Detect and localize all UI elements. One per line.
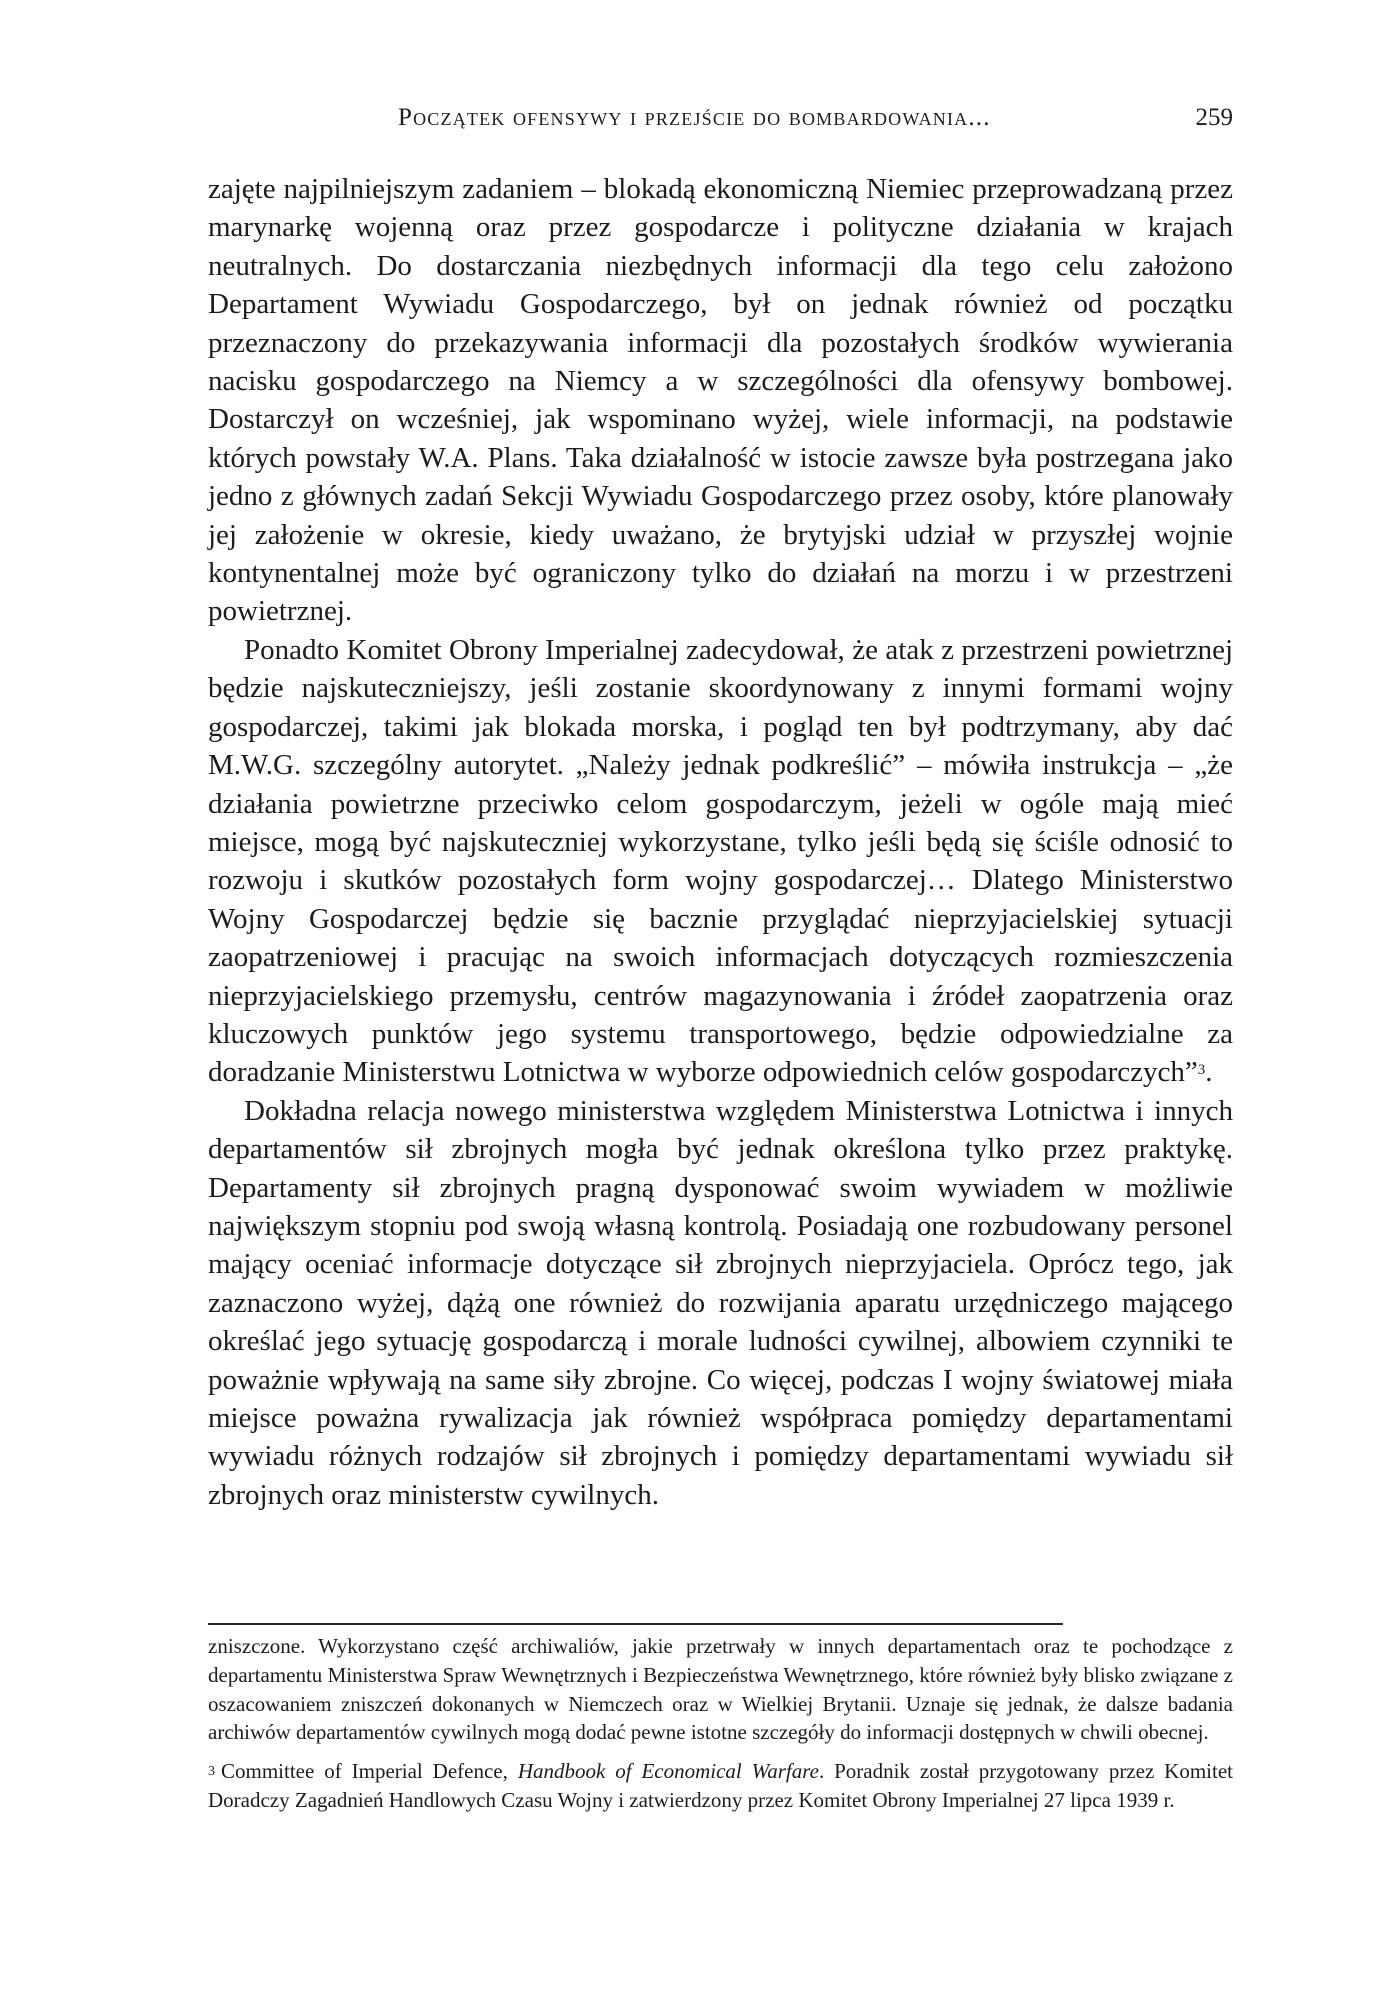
running-title: Początek ofensywy i przejście do bombardowania... — [398, 104, 991, 131]
body-text — [208, 170, 1233, 1514]
footnote-continued: zniszczone. Wykorzystano część archiwaliów, jakie przetrwały w innych departamentach oraz te pochodzące z departamentu Ministerstwa Spraw Wewnętrznych i Bezpieczeństwa Wewnętrznego, które również były blisko związane z oszacowaniem zniszczeń dokonanych w Niemczech oraz w Wielkiej Brytanii. Uznaje się jednak, że dalsze badania archiwów departamentów cywilnych mogą dodać pewne istotne szczegóły do informacji dostępnych w chwili obecnej. — [208, 1634, 1233, 1745]
running-head — [208, 104, 1233, 138]
footnote-ref-3: 3 — [1197, 1062, 1206, 1079]
footnote-3 — [208, 1757, 1233, 1815]
paragraph-3: Dokładna relacja nowego ministerstwa względem Ministerstwa Lotnictwa i innych departamentów sił zbrojnych mogła być jednak określona tylko przez praktykę. Departamenty sił zbrojnych pragną dysponować swoim wywiadem w możliwie największym stopniu pod swoją własną kontrolą. Posiadają one rozbudowany personel mający oceniać informacje dotyczące sił zbrojnych nieprzyjaciela. Oprócz tego, jak zaznaczono wyżej, dążą one również do rozwijania aparatu urzędniczego mającego określać jego sytuację gospodarczą i morale ludności cywilnej, albowiem czynniki te poważnie wpływają na same siły zbrojne. Co więcej, podczas I wojny światowej miała miejsce poważna rywalizacja jak również współpraca pomiędzy departamentami wywiadu różnych rodzajów sił zbrojnych i pomiędzy departamentami wywiadu sił zbrojnych oraz ministerstw cywilnych. — [208, 1094, 1233, 1511]
page-number: 259 — [1195, 104, 1233, 131]
footnote-3-lead: Committee of Imperial Defence, — [221, 1759, 508, 1784]
paragraph-1: zajęte najpilniejszym zadaniem – blokadą ekonomiczną Niemiec przeprowadzaną przez marynarkę wojenną oraz przez gospodarcze i polityczne działania w krajach neutralnych. Do dostarczania niezbędnych informacji dla tego celu założono Departament Wywiadu Gospodarczego, był on jednak również od początku przeznaczony do przekazywania informacji dla pozostałych środków wywierania nacisku gospodarczego na Niemcy a w szczególności dla ofensywy bombowej. Dostarczył on wcześniej, jak wspominano wyżej, wiele informacji, na podstawie których powstały W.A. Plans. Taka działalność w istocie zawsze była postrzegana jako jedno z głównych zadań Sekcji Wywiadu Gospodarczego przez osoby, które planowały jej założenie w okresie, kiedy uważano, że brytyjski udział w przyszłej wojnie kontynentalnej może być ograniczony tylko do działań na morzu i w przestrzeni powietrznej. — [208, 173, 1233, 628]
footnotes — [208, 1632, 1233, 1815]
footnote-3-title: Handbook of Economical Warfare — [517, 1759, 819, 1784]
footnote-3-rest: . Poradnik został przygotowany przez Komitet Doradczy Zagadnień Handlowych Czasu Wojny i zatwierdzony przez Komitet Obrony Imperialnej 27 lipca 1939 r. — [208, 1759, 1234, 1812]
paragraph-2-text: Ponadto Komitet Obrony Imperialnej zadecydował, że atak z przestrzeni powietrznej będzie najskuteczniejszy, jeśli zostanie skoordynowany z innymi formami wojny gospodarczej, takimi jak blokada morska, i pogląd ten był podtrzymany, aby dać M.W.G. szczególny autorytet. „Należy jednak podkreślić” – mówiła instrukcja – „że działania powietrzne przeciwko celom gospodarczym, jeżeli w ogóle mają mieć miejsce, mogą być najskuteczniej wykorzystane, tylko jeśli będą się ściśle odnosić to rozwoju i skutków pozostałych form wojny gospodarczej… Dlatego Ministerstwo Wojny Gospodarczej będzie się bacznie przyglądać nieprzyjacielskiej sytuacji zaopatrzeniowej i pracując na swoich informacjach dotyczących rozmieszczenia nieprzyjacielskiego przemysłu, centrów magazynowania i źródeł zaopatrzenia oraz kluczowych punktów jego systemu transportowego, będzie odpowiedzialne za doradzanie Ministerstwu Lotnictwa w wyborze odpowiednich celów gospodarczych” — [208, 633, 1233, 1089]
footnote-divider — [208, 1623, 1063, 1625]
footnote-3-number: 3 — [208, 1764, 215, 1780]
paragraph-2: Ponadto Komitet Obrony Imperialnej zadecydował, że atak z przestrzeni powietrznej będzie najskuteczniejszy, jeśli zostanie skoordynowany z innymi formami wojny gospodarczej, takimi jak blokada morska, i pogląd ten był podtrzymany, aby dać M.W.G. szczególny autorytet. „Należy jednak podkreślić” – mówiła instrukcja – „że działania powietrzne przeciwko celom gospodarczym, jeżeli w ogóle mają mieć miejsce, mogą być najskuteczniej wykorzystane, tylko jeśli będą się ściśle odnosić to rozwoju i skutków pozostałych form wojny gospodarczej… Dlatego Ministerstwo Wojny Gospodarczej będzie się bacznie przyglądać nieprzyjacielskiej sytuacji zaopatrzeniowej i pracując na swoich informacjach dotyczących rozmieszczenia nieprzyjacielskiego przemysłu, centrów magazynowania i źródeł zaopatrzenia oraz kluczowych punktów jego systemu transportowego, będzie odpowiedzialne za doradzanie Ministerstwu Lotnictwa w wyborze odpowiednich celów gospodarczych”$^3$. — [208, 633, 1233, 1089]
